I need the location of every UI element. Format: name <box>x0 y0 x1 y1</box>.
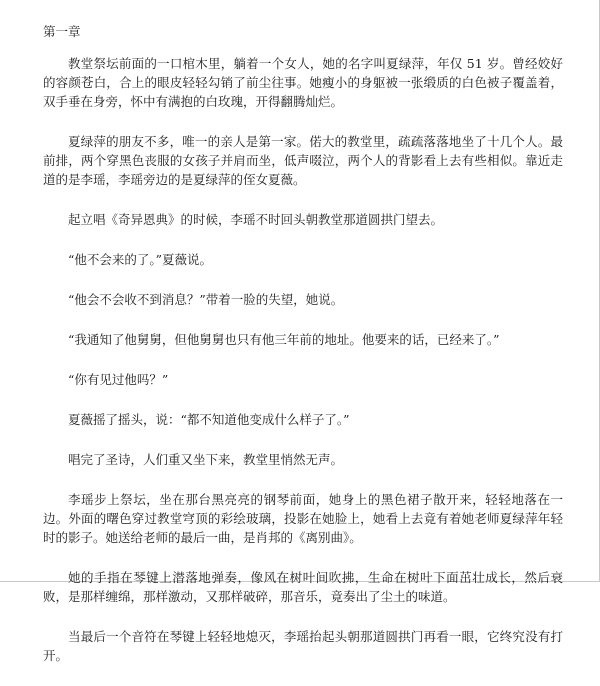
paragraph: 她的手指在琴键上潜落地弹奏，像风在树叶间吹拂，生命在树叶下面茁壮成长，然后衰败，是那样缠绵，那样激动，又那样破碎，那音乐，竟奏出了尘土的味道。 <box>43 570 563 604</box>
paragraph: “他不会来的了。”夏薇说。 <box>68 252 213 267</box>
paragraph: “他会不会收不到消息？”带着一脸的失望，她说。 <box>68 292 344 307</box>
paragraph: 教堂祭坛前面的一口棺木里，躺着一个女人，她的名字叫夏绿萍，年仅 51 岁。曾经姣好的容颜苍白，合上的眼皮轻轻勾销了前尘往事。她瘦小的身躯被一张缎质的白色被子覆盖着，双手垂在身旁，怀中有满抱的白玫瑰，开得翻腾灿烂。 <box>43 56 563 109</box>
paragraph: 李瑶步上祭坛，坐在那台黑亮亮的钢琴前面，她身上的黑色裙子散开来，轻轻地落在一边。外面的曙色穿过教堂穹顶的彩绘玻璃，投影在她脸上，她看上去竟有着她老师夏绿萍年轻时的影子。她送给老师的最后一曲，是肖邦的《离别曲》。 <box>43 492 563 545</box>
paragraph: 起立唱《奇异恩典》的时候，李瑶不时回头朝教堂那道圆拱门望去。 <box>68 212 444 227</box>
paragraph: 夏薇摇了摇头，说：“都不知道他变成什么样子了。” <box>68 412 350 427</box>
chapter-title: 第一章 <box>43 24 81 39</box>
paragraph: 唱完了圣诗，人们重又坐下来，教堂里悄然无声。 <box>68 452 344 467</box>
paragraph: “你有见过他吗？” <box>68 372 169 387</box>
paragraph: 当最后一个音符在琴键上轻轻地熄灭，李瑶抬起头朝那道圆拱门再看一眼，它终究没有打开。 <box>43 629 563 663</box>
paragraph: 夏绿萍的朋友不多，唯一的亲人是第一家。偌大的教堂里，疏疏落落地坐了十几个人。最前排，两个穿黑色丧服的女孩子并肩而坐，低声啜泣，两个人的背影看上去有些相似。靠近走道的是李瑶，李瑶旁边的是夏绿萍的侄女夏薇。 <box>43 134 563 187</box>
document-body <box>43 22 563 686</box>
paragraph: “我通知了他舅舅，但他舅舅也只有他三年前的地址。他要来的话，已经来了。” <box>68 332 500 347</box>
